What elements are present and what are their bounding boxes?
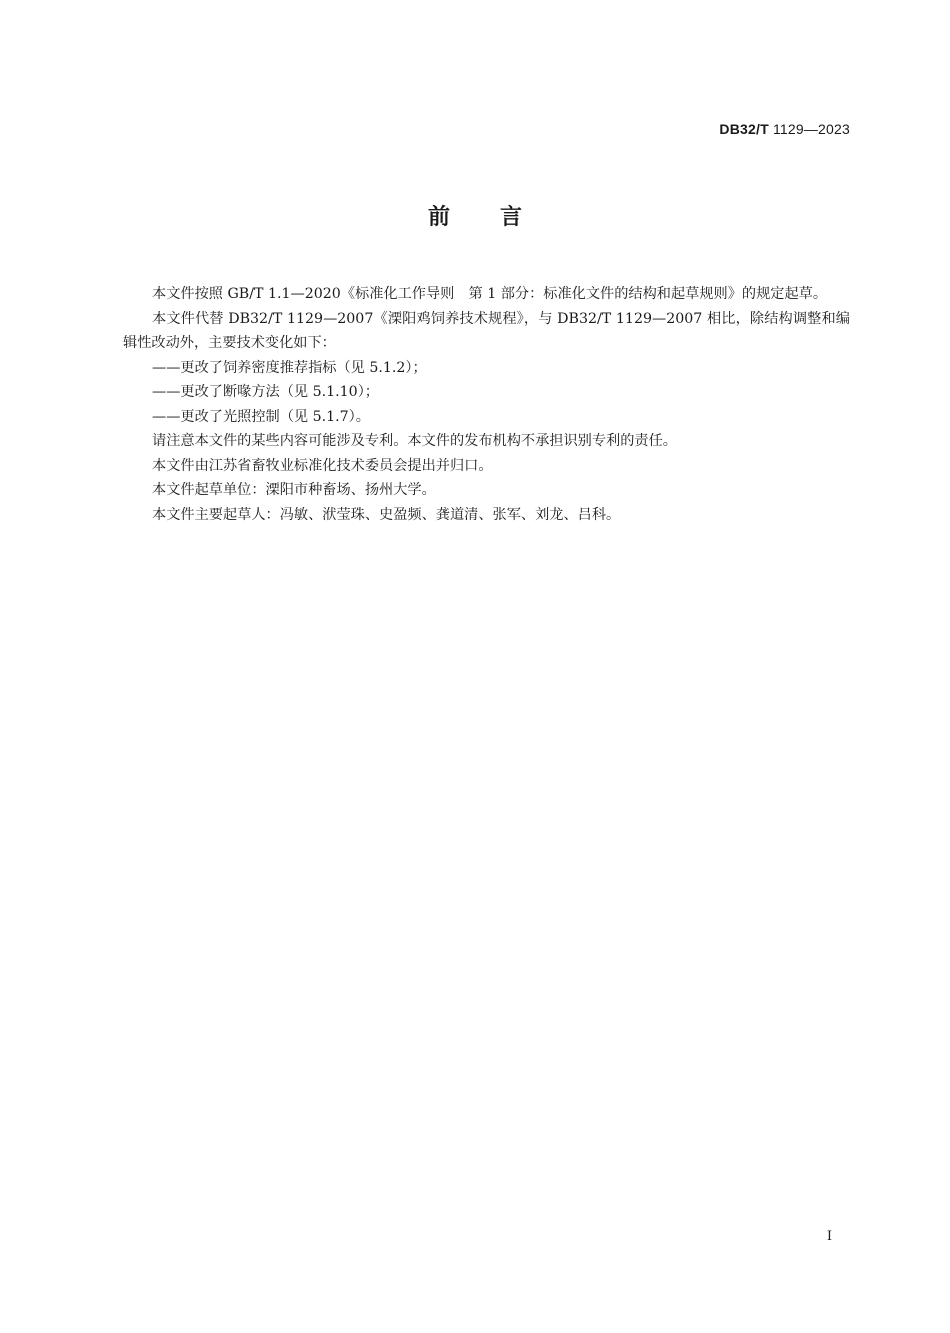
document-code-number: 1129—2023 bbox=[768, 121, 850, 137]
page-title: 前言 bbox=[427, 205, 572, 230]
foreword-body bbox=[123, 282, 850, 527]
paragraph-drafting-rules: 本文件按照 GB/T 1.1—2020《标准化工作导则 第 1 部分：标准化文件的结构和起草规则》的规定起草。 bbox=[152, 286, 828, 302]
paragraph-drafting-units: 本文件起草单位：溧阳市种畜场、扬州大学。 bbox=[152, 482, 436, 498]
document-code-prefix: DB32/T bbox=[719, 121, 769, 137]
paragraph-drafters: 本文件主要起草人：冯敏、洑莹珠、史盈频、龚道清、张军、刘龙、吕科。 bbox=[152, 506, 621, 523]
change-item-lighting: ——更改了光照控制（见 5.1.7）。 bbox=[152, 408, 370, 425]
document-code bbox=[719, 121, 850, 137]
change-item-density: ——更改了饲养密度推荐指标（见 5.1.2）； bbox=[152, 359, 427, 376]
paragraph-proposer: 本文件由江苏省畜牧业标准化技术委员会提出并归口。 bbox=[152, 457, 493, 474]
change-item-beak-trimming: ——更改了断喙方法（见 5.1.10）； bbox=[152, 384, 379, 400]
paragraph-replacement: 本文件代替 DB32/T 1129—2007《溧阳鸡饲养技术规程》，与 DB32/T 1129—2007 相比，除结构调整和编辑性改动外，主要技术变化如下： bbox=[123, 310, 850, 351]
paragraph-patent-notice: 请注意本文件的某些内容可能涉及专利。本文件的发布机构不承担识别专利的责任。 bbox=[152, 433, 677, 449]
page-number: I bbox=[826, 1229, 832, 1244]
